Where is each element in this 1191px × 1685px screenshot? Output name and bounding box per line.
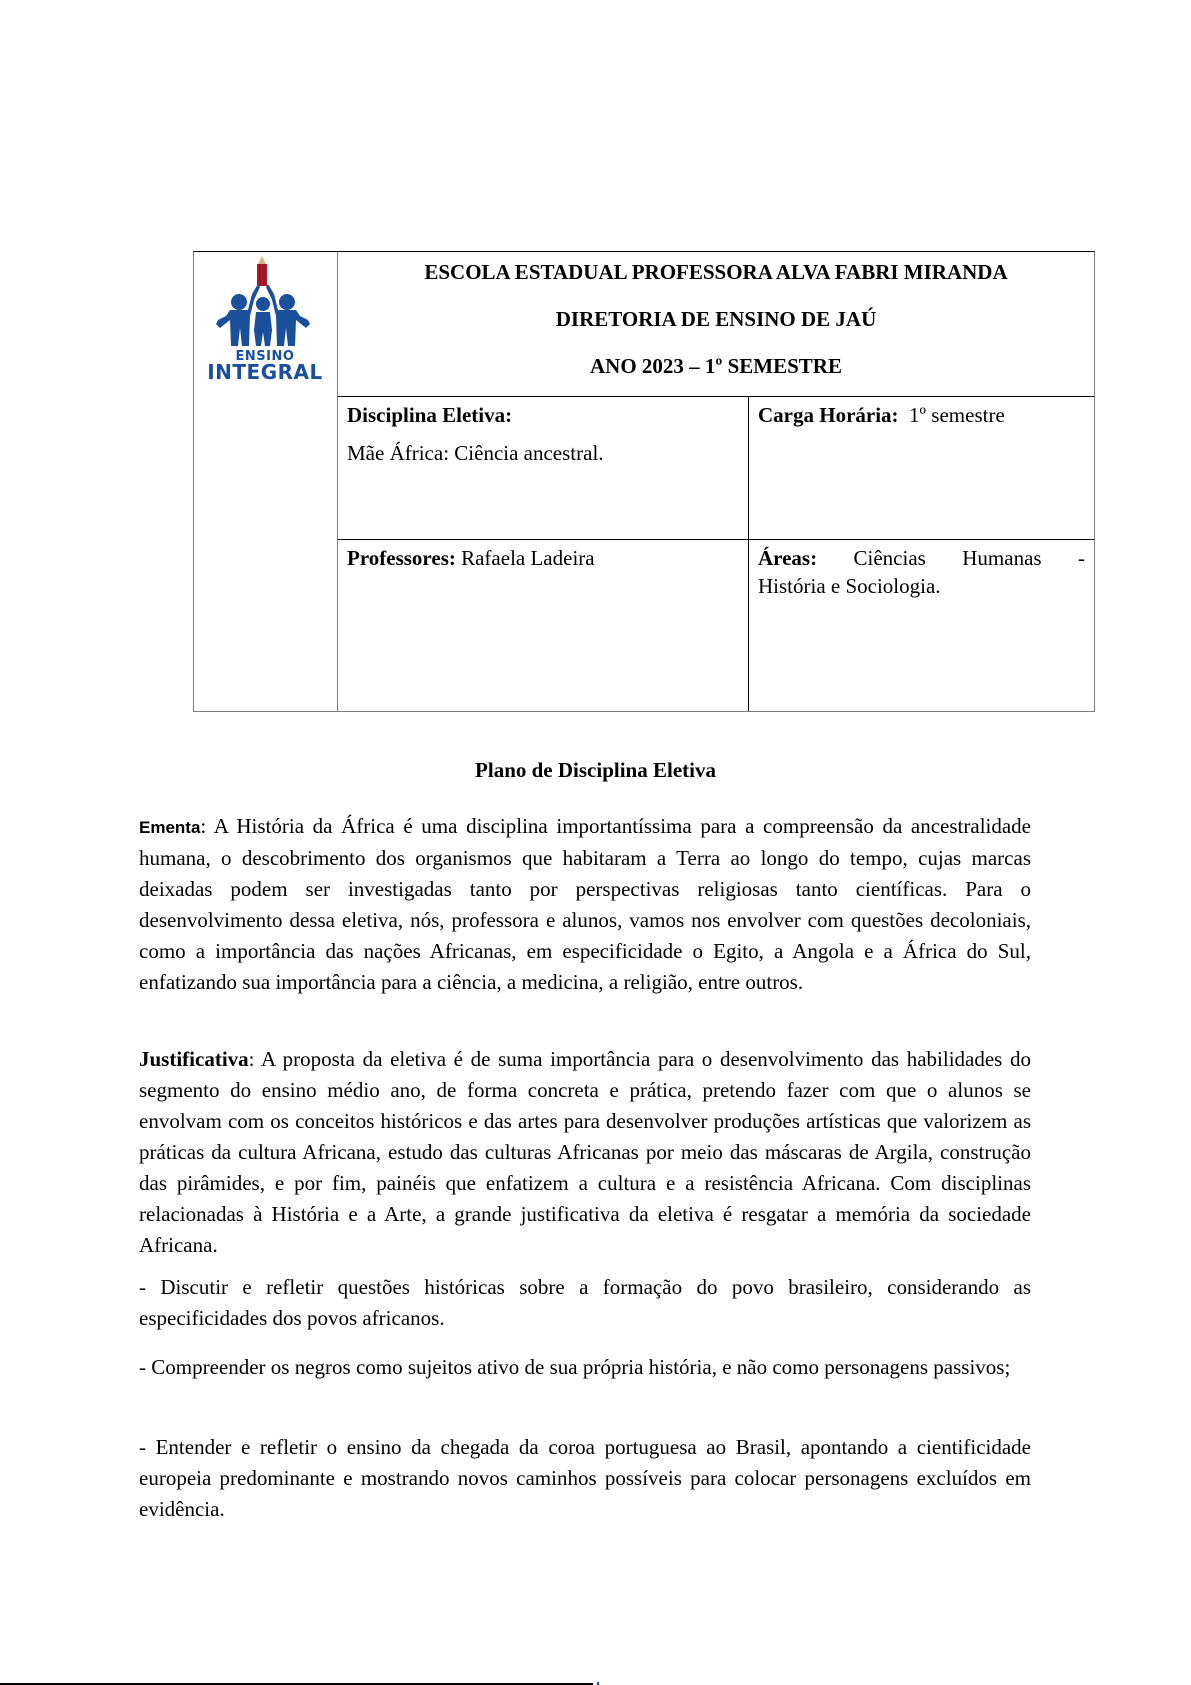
disciplina-label: Disciplina Eletiva: [347, 403, 513, 427]
disciplina-cell [338, 397, 749, 540]
professores-value: Rafaela Ladeira [461, 546, 595, 570]
ementa-paragraph [139, 811, 1031, 998]
justificativa-paragraph [139, 1044, 1031, 1261]
areas-value-dash: - [1078, 546, 1085, 570]
areas-value-part2: Humanas [962, 546, 1042, 570]
school-name: ESCOLA ESTADUAL PROFESSORA ALVA FABRI MIRANDA [424, 260, 1008, 284]
document-title: Plano de Disciplina Eletiva [475, 758, 716, 782]
professores-cell [338, 540, 749, 711]
areas-label: Áreas: [758, 546, 818, 570]
carga-label: Carga Horária: [758, 403, 899, 427]
bullet-item: - Entender e refletir o ensino da chegada da coroa portuguesa ao Brasil, apontando a cientificidade europeia predominante e mostrando novos caminhos possíveis para colocar personagens excluídos em evidência. [139, 1435, 1031, 1521]
areas-value-part1: Ciências [853, 546, 926, 570]
logo-text-integral: INTEGRAL [207, 360, 323, 384]
disciplina-value: Mãe África: Ciência ancestral. [347, 441, 604, 465]
year-semester: ANO 2023 – 1º SEMESTRE [590, 354, 842, 378]
carga-value: 1º semestre [909, 403, 1005, 427]
carga-horaria-cell [749, 397, 1094, 540]
school-header-cell [338, 252, 1094, 397]
logo-text-ensino: ENSINO [235, 349, 295, 364]
header-table [193, 251, 1095, 712]
areas-value-line2: História e Sociologia. [758, 574, 941, 598]
bullet-item: - Compreender os negros como sujeitos ativo de sua própria história, e não como personagens passivos; [139, 1355, 1011, 1379]
ementa-label: Ementa [139, 818, 201, 837]
professores-label: Professores: [347, 546, 456, 570]
ementa-text: : A História da África é uma disciplina importantíssima para a compreensão da ancestralidade humana, o descobrimento dos organismos que habitaram a Terra ao longo do tempo, cujas marcas deixadas podem ser investigadas tanto por perspectivas religiosas tanto científicas. Para o desenvolvimento dessa eletiva, nós, professora e alunos, vamos nos envolver com questões decoloniais, como a importância das nações Africanas, em especificidade o Egito, a Angola e a África do Sul, enfatizando sua importância para a ciência, a medicina, a religião, entre outros. [139, 814, 1031, 994]
directorate-name: DIRETORIA DE ENSINO DE JAÚ [555, 307, 877, 331]
areas-cell [749, 540, 1094, 711]
footnote-separator [0, 1683, 593, 1685]
justificativa-label: Justificativa [139, 1047, 249, 1071]
people-with-pencil-icon [202, 254, 328, 350]
logo-cell [194, 252, 338, 711]
bullet-item: - Discutir e refletir questões históricas sobre a formação do povo brasileiro, considerando as especificidades dos povos africanos. [139, 1275, 1031, 1330]
justificativa-text: : A proposta da eletiva é de suma importância para o desenvolvimento das habilidades do segmento do ensino médio ano, de forma concreta e prática, pretendo fazer com que o alunos se envolvam com os conceitos históricos e das artes para desenvolver produções artísticas que valorizem as práticas da cultura Africana, estudo das culturas Africanas por meio das máscaras de Argila, construção das pirâmides, e por fim, painéis que enfatizem a cultura e a resistência Africana. Com disciplinas relacionadas à História e a Arte, a grande justificativa da eletiva é resgatar a memória da sociedade Africana. [139, 1047, 1031, 1257]
ensino-integral-logo-icon [202, 254, 328, 382]
